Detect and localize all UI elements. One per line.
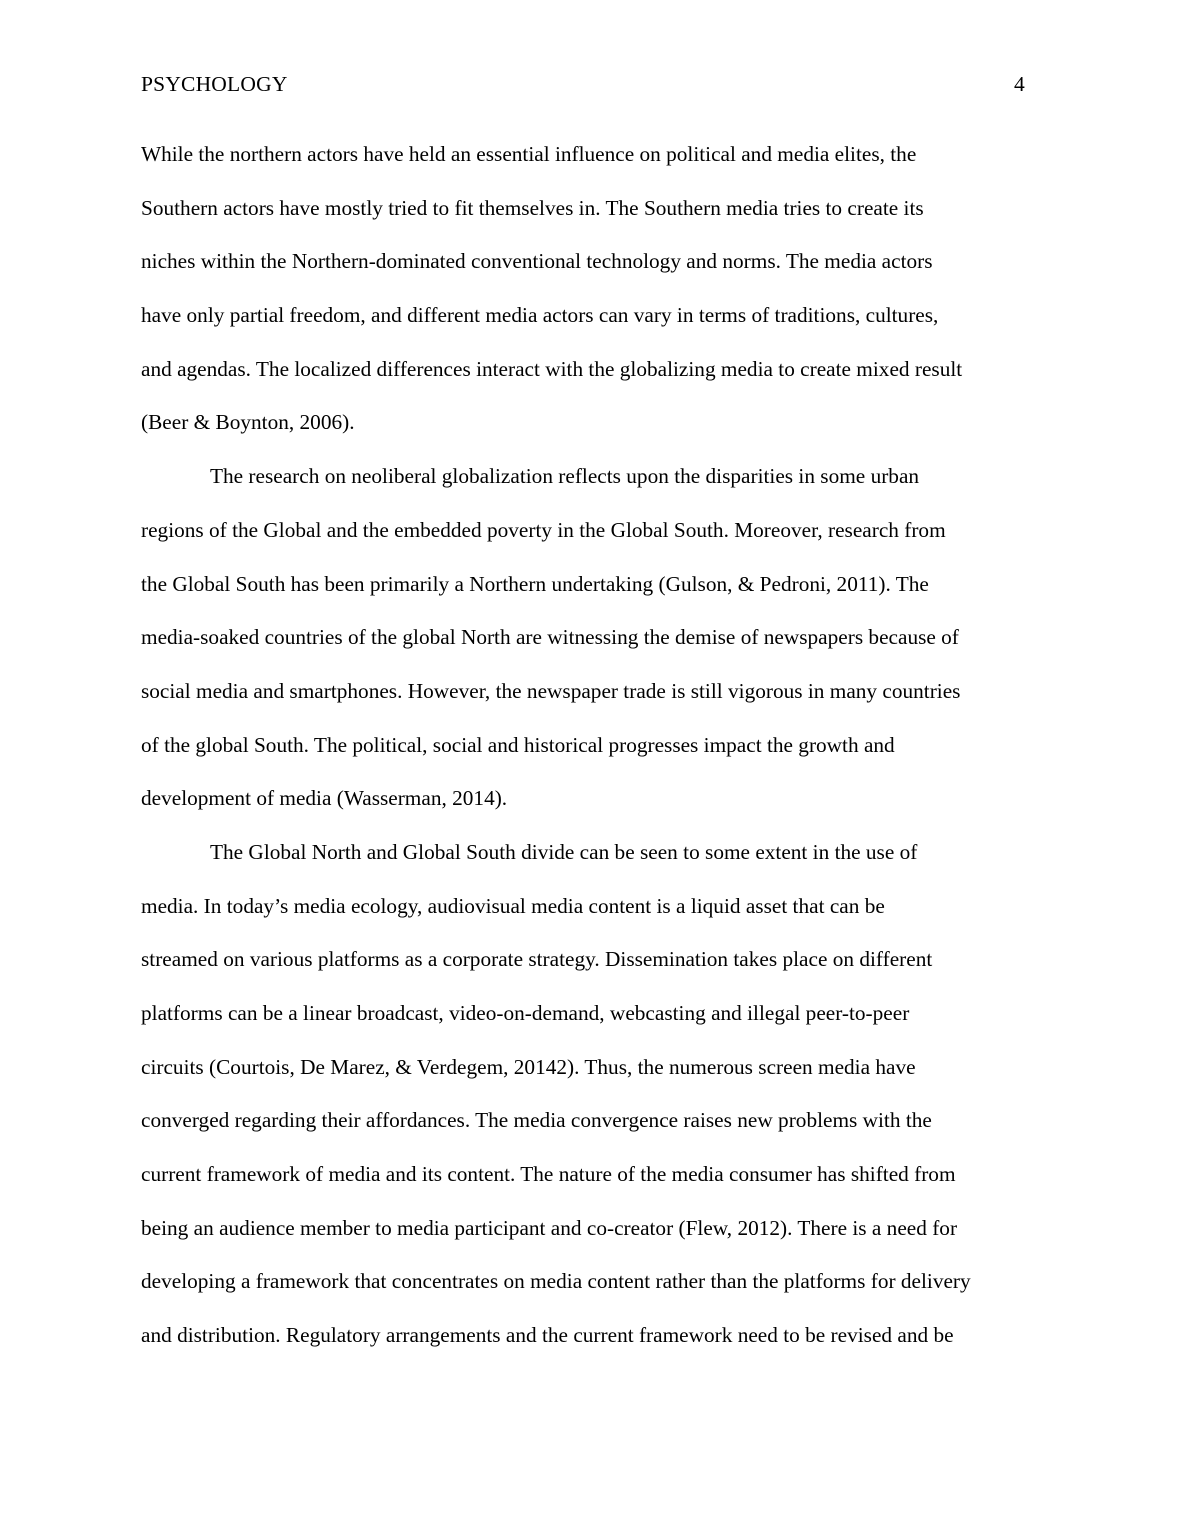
text-line: While the northern actors have held an essential influence on political and media elites, the xyxy=(141,142,917,166)
paragraph-2 xyxy=(141,450,1061,826)
text-line: and agendas. The localized differences interact with the globalizing media to create mixed result xyxy=(141,356,963,381)
text-line: the Global South has been primarily a Northern undertaking (Gulson, & Pedroni, 2011). The xyxy=(141,571,929,596)
text-line: The research on neoliberal globalization reflects upon the disparities in some urban xyxy=(210,464,920,489)
body-text xyxy=(141,128,1061,1363)
text-line: The Global North and Global South divide can be seen to some extent in the use of xyxy=(210,839,918,864)
text-line: development of media (Wasserman, 2014). xyxy=(141,786,508,811)
text-line: platforms can be a linear broadcast, video-on-demand, webcasting and illegal peer-to-peer xyxy=(141,1001,910,1025)
text-line: being an audience member to media participant and co-creator (Flew, 2012). There is a need for xyxy=(141,1215,958,1240)
text-line: current framework of media and its content. The nature of the media consumer has shifted from xyxy=(141,1162,956,1187)
running-head: PSYCHOLOGY xyxy=(141,72,288,96)
text-line: (Beer & Boynton, 2006). xyxy=(141,410,355,435)
text-line: of the global South. The political, social and historical progresses impact the growth and xyxy=(141,732,895,757)
text-line: Southern actors have mostly tried to fit themselves in. The Southern media tries to create its xyxy=(141,195,924,220)
text-line: streamed on various platforms as a corporate strategy. Dissemination takes place on different xyxy=(141,947,933,972)
text-line: converged regarding their affordances. The media convergence raises new problems with the xyxy=(141,1108,932,1133)
text-line: and distribution. Regulatory arrangements and the current framework need to be revised and be xyxy=(141,1323,954,1348)
text-line: have only partial freedom, and different media actors can vary in terms of traditions, cultures, xyxy=(141,303,939,328)
text-line: developing a framework that concentrates on media content rather than the platforms for delivery xyxy=(141,1269,971,1294)
text-line: regions of the Global and the embedded poverty in the Global South. Moreover, research from xyxy=(141,517,946,542)
text-line: social media and smartphones. However, the newspaper trade is still vigorous in many countries xyxy=(141,678,961,703)
text-line: media-soaked countries of the global North are witnessing the demise of newspapers because of xyxy=(141,625,959,650)
text-line: media. In today’s media ecology, audiovisual media content is a liquid asset that can be xyxy=(141,893,885,918)
text-line: niches within the Northern-dominated conventional technology and norms. The media actors xyxy=(141,249,933,274)
paragraph-3 xyxy=(141,826,1061,1363)
paragraph-1 xyxy=(141,128,1061,450)
page-number: 4 xyxy=(1014,72,1025,96)
text-line: circuits (Courtois, De Marez, & Verdegem, 20142). Thus, the numerous screen media have xyxy=(141,1054,916,1079)
